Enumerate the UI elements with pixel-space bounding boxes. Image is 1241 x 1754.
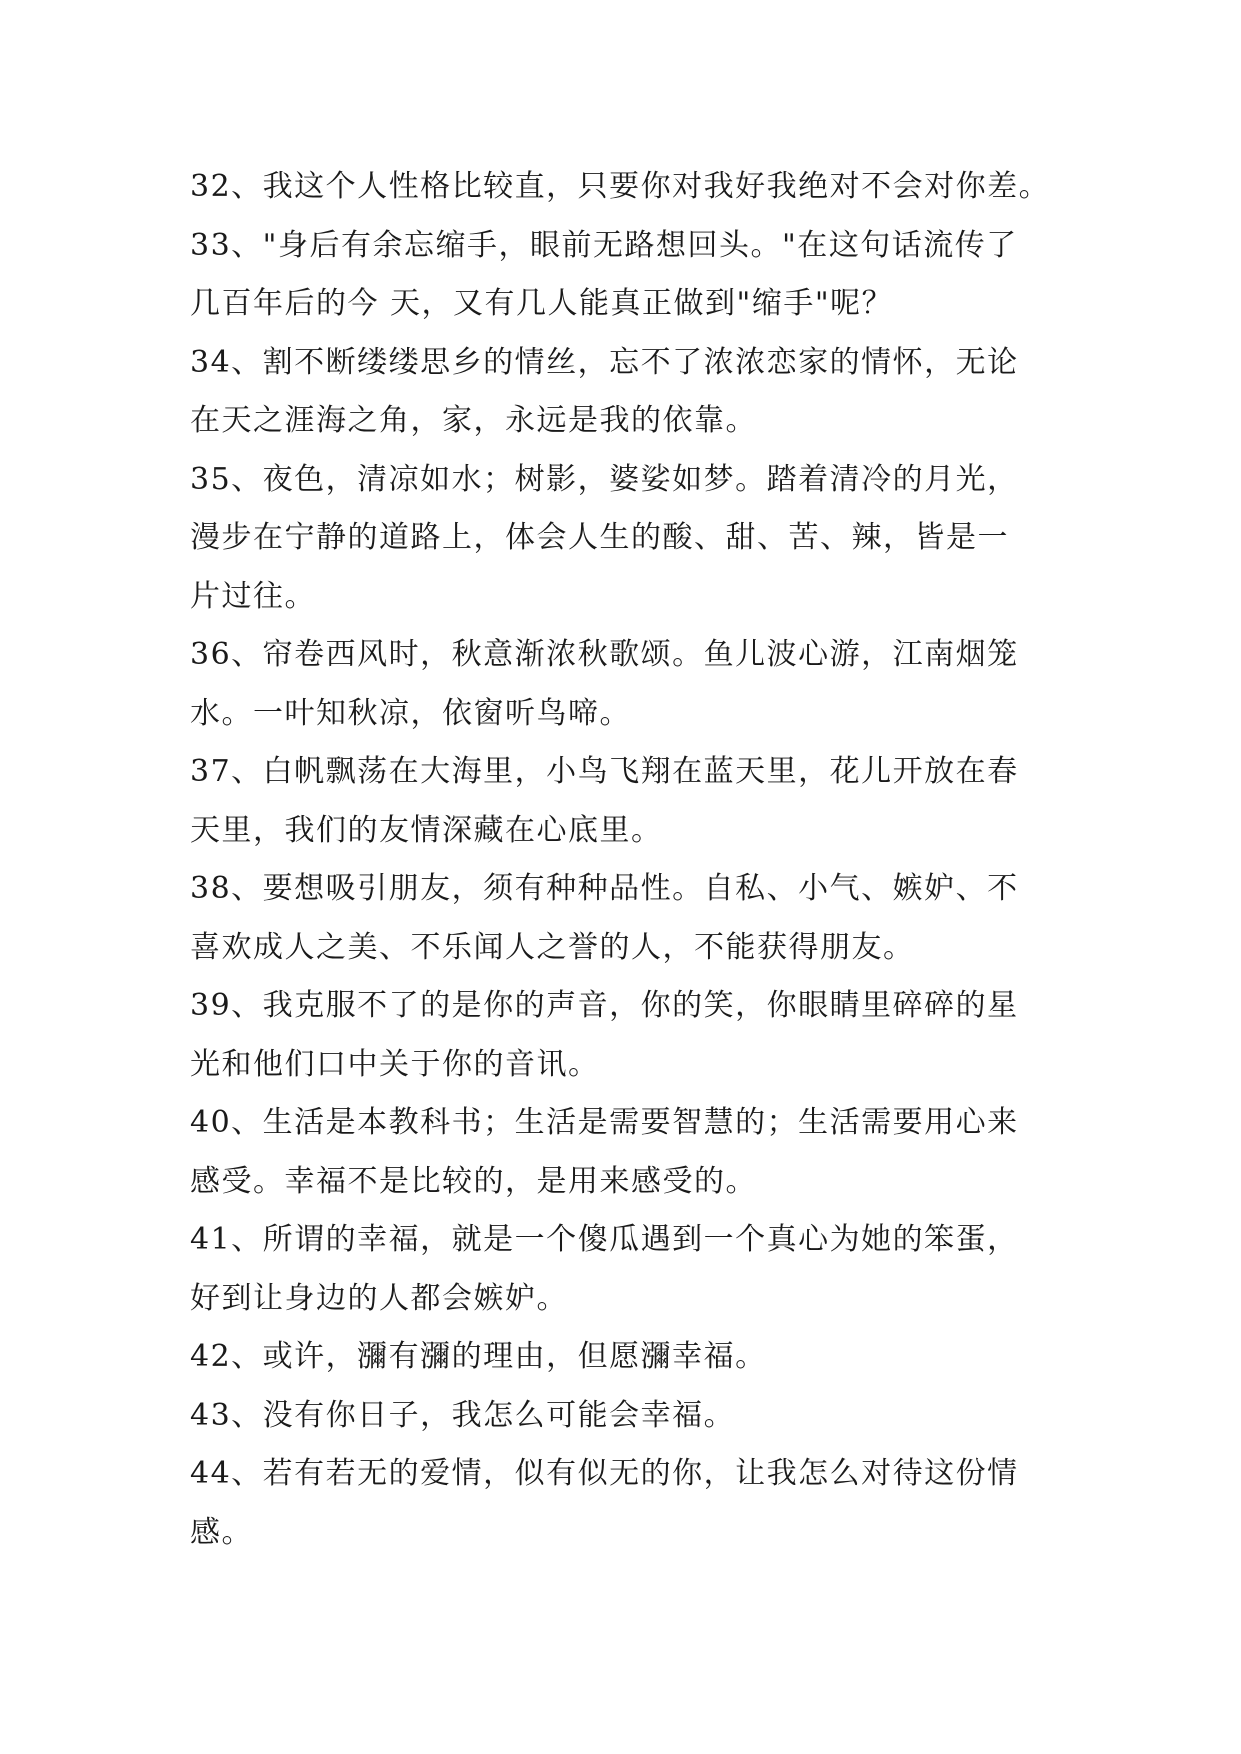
text-line: 36、帘卷西风时，秋意渐浓秋歌颂。鱼儿波心游，江南烟笼 [190, 637, 1019, 672]
text-line: 38、要想吸引朋友，须有种种品性。自私、小气、嫉妒、不 [190, 871, 1019, 906]
text-line: 33、"身后有余忘缩手，眼前无路想回头。"在这句话流传了 [190, 227, 1018, 263]
text-line: 34、割不断缕缕思乡的情丝，忘不了浓浓恋家的情怀，无论 [190, 344, 1019, 380]
text-line: 水。一叶知秋凉，依窗听鸟啼。 [190, 695, 631, 731]
text-line: 41、所谓的幸福，就是一个傻瓜遇到一个真心为她的笨蛋， [190, 1222, 1019, 1257]
text-line: 43、没有你日子，我怎么可能会幸福。 [190, 1397, 736, 1433]
text-line: 天里，我们的友情深藏在心底里。 [190, 812, 663, 848]
text-line: 42、或许，瀰有瀰的理由，但愿瀰幸福。 [190, 1339, 767, 1374]
text-line: 漫步在宁静的道路上，体会人生的酸、甜、苦、辣，皆是一 [190, 520, 1009, 555]
text-line: 几百年后的今 天，又有几人能真正做到"缩手"呢？ [190, 286, 894, 321]
text-line: 感受。幸福不是比较的，是用来感受的。 [190, 1163, 757, 1199]
text-line: 32、我这个人性格比较直，只要你对我好我绝对不会对你差。 [190, 169, 1051, 204]
text-line: 37、白帆飘荡在大海里，小鸟飞翔在蓝天里，花儿开放在春 [190, 754, 1019, 789]
text-line: 35、夜色，清凉如水；树影，婆娑如梦。踏着清冷的月光， [190, 461, 1019, 497]
text-line: 39、我克服不了的是你的声音，你的笑，你眼睛里碎碎的星 [190, 988, 1019, 1023]
text-line: 在天之涯海之角，家，永远是我的依靠。 [190, 403, 757, 438]
text-line: 40、生活是本教科书；生活是需要智慧的；生活需要用心来 [190, 1105, 1019, 1140]
text-line: 喜欢成人之美、不乐闻人之誉的人，不能获得朋友。 [190, 929, 915, 965]
text-line: 感。 [190, 1514, 253, 1550]
document-body [190, 158, 1070, 1562]
text-line: 光和他们口中关于你的音讯。 [190, 1046, 600, 1082]
text-line: 好到让身边的人都会嫉妒。 [190, 1280, 568, 1316]
text-line: 片过往。 [190, 578, 316, 614]
text-line: 44、若有若无的爱情，似有似无的你，让我怎么对待这份情 [190, 1456, 1019, 1491]
